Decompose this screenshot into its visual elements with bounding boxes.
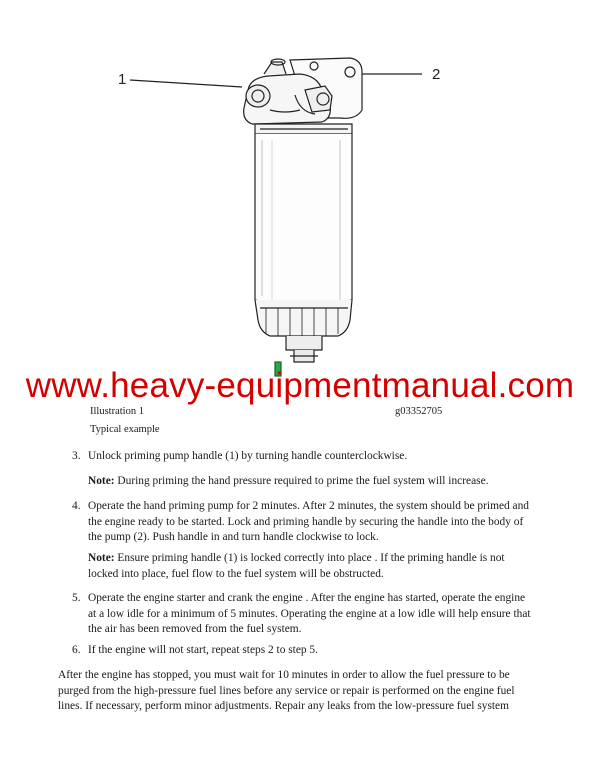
- closing-paragraph: After the engine has stopped, you must wait for 10 minutes in order to allow the fuel pressure to be purged from the high-pressure fuel lines before any service or repair is performed on the engine fuel lines. If necessary, perform minor adjustments. Repair any leaks from the low-pressure fuel system: [58, 669, 515, 712]
- note-label: Note:: [88, 552, 115, 564]
- step-number: 5.: [72, 592, 81, 604]
- step-text: Operate the hand priming pump for 2 minutes. After 2 minutes, the system should be primed and the engine ready to be started. Lock and priming handle by securing the handle into the body of the pump (2). Push handle in and turn handle clockwise to lock.: [88, 500, 529, 543]
- illustration-label: Illustration 1: [90, 406, 144, 417]
- illustration-code: g03352705: [395, 406, 443, 417]
- watermark-text: www.heavy-equipmentmanual.com: [25, 366, 575, 405]
- step-text: If the engine will not start, repeat steps 2 to step 5.: [88, 644, 318, 656]
- callout-2-label: 2: [432, 66, 441, 83]
- fuel-filter-illustration: [100, 50, 470, 385]
- note-text: During priming the hand pressure required to prime the fuel system will increase.: [114, 475, 489, 487]
- step-text: Operate the engine starter and crank the engine . After the engine has started, operate the engine at a low idle for a minimum of 5 minutes. Operating the engine at a low idle will help ensure that the air has been removed from the fuel system.: [88, 592, 531, 635]
- step-text: Unlock priming pump handle (1) by turning handle counterclockwise.: [88, 450, 408, 462]
- illustration-caption: Typical example: [90, 424, 160, 435]
- step-number: 3.: [72, 450, 81, 462]
- note-text: Ensure priming handle (1) is locked correctly into place . If the priming handle is not locked into place, fuel flow to the fuel system will be obstructed.: [88, 552, 505, 580]
- callout-1-label: 1: [118, 71, 127, 88]
- step-number: 4.: [72, 500, 81, 512]
- note-label: Note:: [88, 475, 115, 487]
- step-number: 6.: [72, 644, 81, 656]
